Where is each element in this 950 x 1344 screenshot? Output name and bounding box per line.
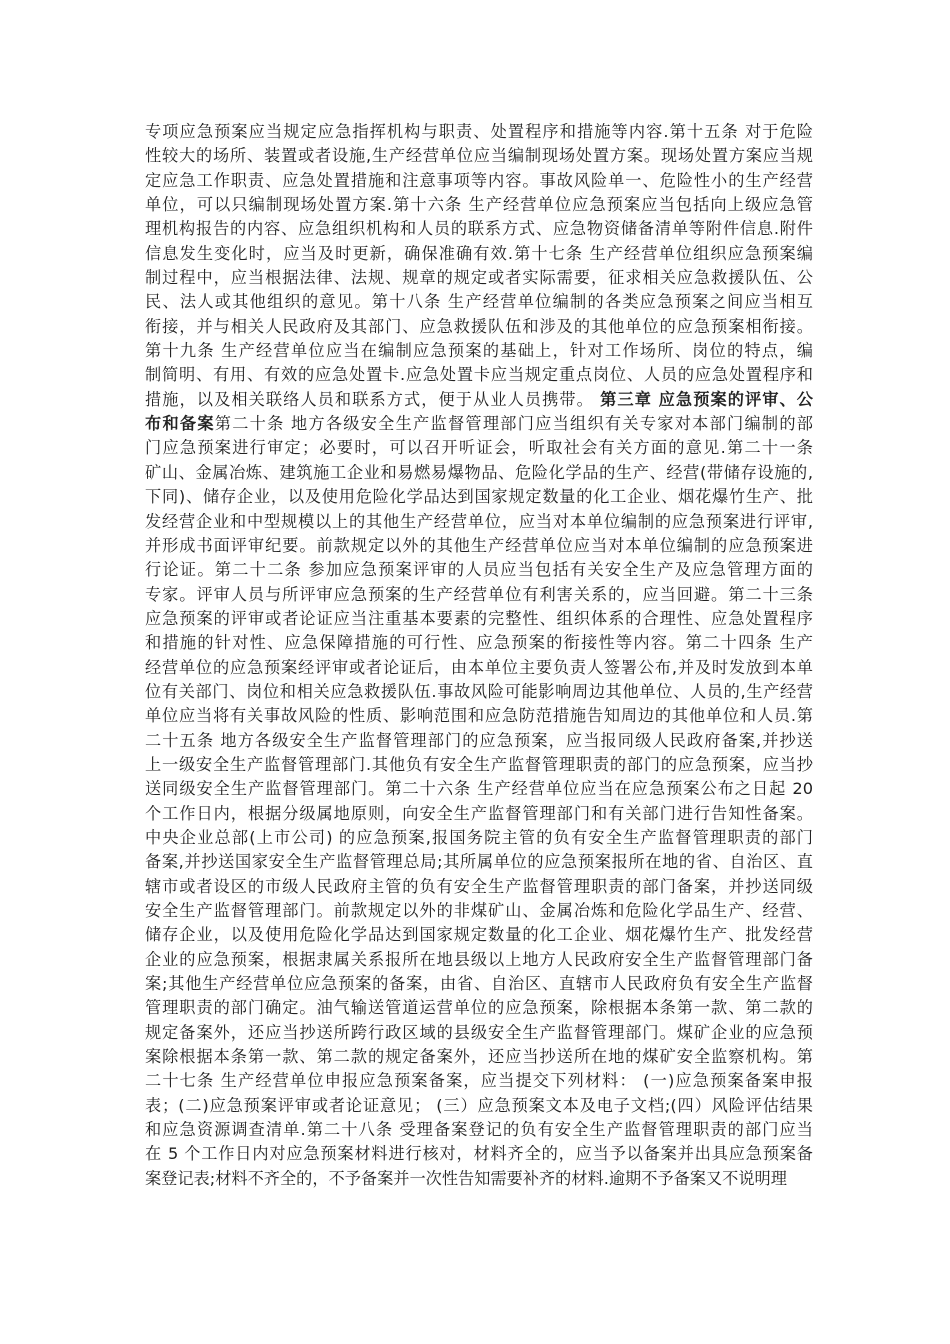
text-line <box>145 607 813 631</box>
text-segment: 二十七条 生产经营单位申报应急预案备案，应当提交下列材料： (一)应急预案备案申报 <box>145 1071 813 1091</box>
text-line <box>145 1069 813 1093</box>
text-segment: 表；(二)应急预案评审或者论证意见； (三）应急预案文本及电子文档;(四）风险评估结果 <box>145 1095 813 1115</box>
text-line <box>145 510 813 534</box>
text-line <box>145 948 813 972</box>
text-line <box>145 558 813 582</box>
text-line <box>145 217 813 241</box>
text-segment: 行论证。第二十二条 参加应急预案评审的人员应当包括有关安全生产及应急管理方面的 <box>145 560 813 580</box>
text-line <box>145 1094 813 1118</box>
text-line <box>145 315 813 339</box>
text-segment: 和应急资源调查清单.第二十八条 受理备案登记的负有安全生产监督管理职责的部门应当 <box>145 1120 813 1140</box>
text-line <box>145 412 813 436</box>
text-line <box>145 266 813 290</box>
text-segment: 案除根据本条第一款、第二款的规定备案外，还应当抄送所在地的煤矿安全监察机构。第 <box>145 1047 813 1067</box>
text-line <box>145 899 813 923</box>
text-segment: 在 5 个工作日内对应急预案材料进行核对，材料齐全的，应当予以备案并出具应急预案备 <box>145 1144 813 1164</box>
text-segment: 下同)、储存企业，以及使用危险化学品达到国家规定数量的化工企业、烟花爆竹生产、批 <box>145 487 813 507</box>
text-segment: 制简明、有用、有效的应急处置卡.应急处置卡应当规定重点岗位、人员的应急处置程序和 <box>145 365 813 385</box>
text-segment: 储存企业，以及使用危险化学品达到国家规定数量的化工企业、烟花爆竹生产、批发经营 <box>145 925 813 945</box>
text-segment: 辖市或者设区的市级人民政府主管的负有安全生产监督管理职责的部门备案，并抄送同级 <box>145 876 813 896</box>
text-line <box>145 242 813 266</box>
text-segment: 个工作日内，根据分级属地原则，向安全生产监督管理部门和有关部门进行告知性备案。 <box>145 803 813 823</box>
text-line <box>145 534 813 558</box>
text-line <box>145 826 813 850</box>
text-line <box>145 680 813 704</box>
chapter-heading: 第三章 应急预案的评审、公 <box>600 389 813 409</box>
text-line <box>145 875 813 899</box>
text-line <box>145 777 813 801</box>
text-segment: 民、法人或其他组织的意见。第十八条 生产经营单位编制的各类应急预案之间应当相互 <box>145 292 813 312</box>
text-segment: 管理职责的部门确定。油气输送管道运营单位的应急预案，除根据本条第一款、第二款的 <box>145 998 813 1018</box>
text-segment: 应急预案的评审或者论证应当注重基本要素的完整性、组织体系的合理性、应急处置程序 <box>145 608 813 628</box>
body-text <box>145 120 813 1191</box>
text-segment: 发经营企业和中型规模以上的其他生产经营单位，应当对本单位编制的应急预案进行评审, <box>145 511 813 531</box>
text-segment: 措施，以及相关联络人员和联系方式，便于从业人员携带。 <box>145 389 601 409</box>
text-segment: 企业的应急预案，根据隶属关系报所在地县级以上地方人民政府安全生产监督管理部门备 <box>145 949 813 969</box>
text-segment: 专项应急预案应当规定应急指挥机构与职责、处置程序和措施等内容.第十五条 对于危险 <box>145 122 813 141</box>
text-segment: 第二十条 地方各级安全生产监督管理部门应当组织有关专家对本部门编制的部 <box>214 414 813 434</box>
text-segment: 单位应当将有关事故风险的性质、影响范围和应急防范措施告知周边的其他单位和人员.第 <box>145 706 813 726</box>
text-line <box>145 583 813 607</box>
text-line <box>145 729 813 753</box>
text-line <box>145 753 813 777</box>
text-line <box>145 461 813 485</box>
text-line <box>145 631 813 655</box>
text-line <box>145 656 813 680</box>
text-line <box>145 1142 813 1166</box>
text-segment: 送同级安全生产监督管理部门。第二十六条 生产经营单位应当在应急预案公布之日起 20 <box>145 779 813 799</box>
text-line <box>145 363 813 387</box>
text-line <box>145 436 813 460</box>
chapter-heading: 布和备案 <box>145 414 215 434</box>
text-line <box>145 144 813 168</box>
text-line <box>145 1045 813 1069</box>
text-segment: 上一级安全生产监督管理部门.其他负有安全生产监督管理职责的部门的应急预案，应当抄 <box>145 754 813 774</box>
text-segment: 矿山、金属冶炼、建筑施工企业和易燃易爆物品、危险化学品的生产、经营(带储存设施的, <box>145 462 813 482</box>
text-line <box>145 996 813 1020</box>
text-line <box>145 802 813 826</box>
text-line <box>145 339 813 363</box>
text-line <box>145 850 813 874</box>
text-line <box>145 1118 813 1142</box>
text-line <box>145 169 813 193</box>
text-segment: 第十九条 生产经营单位应当在编制应急预案的基础上，针对工作场所、岗位的特点，编 <box>145 341 813 361</box>
text-segment: 定应急工作职责、应急处置措施和注意事项等内容。事故风险单一、危险性小的生产经营 <box>145 170 813 190</box>
text-segment: 性较大的场所、装置或者设施,生产经营单位应当编制现场处置方案。现场处置方案应当规 <box>145 146 813 166</box>
text-line <box>145 923 813 947</box>
text-segment: 信息发生变化时，应当及时更新，确保准确有效.第十七条 生产经营单位组织应急预案编 <box>145 243 813 263</box>
text-segment: 专家。评审人员与所评审应急预案的生产经营单位有利害关系的，应当回避。第二十三条 <box>145 584 813 604</box>
text-line <box>145 120 813 144</box>
text-segment: 门应急预案进行审定；必要时，可以召开听证会，听取社会有关方面的意见.第二十一条 <box>145 438 813 458</box>
text-line <box>145 388 813 412</box>
text-segment: 备案,并抄送国家安全生产监督管理总局;其所属单位的应急预案报所在地的省、自治区、直 <box>145 852 813 872</box>
text-segment: 理机构报告的内容、应急组织机构和人员的联系方式、应急物资储备清单等附件信息.附件 <box>145 219 813 239</box>
text-segment: 经营单位的应急预案经评审或者论证后，由本单位主要负责人签署公布,并及时发放到本单 <box>145 657 813 677</box>
text-line <box>145 704 813 728</box>
text-line <box>145 290 813 314</box>
text-line <box>145 972 813 996</box>
text-line <box>145 485 813 509</box>
text-segment: 案登记表;材料不齐全的，不予备案并一次性告知需要补齐的材料.逾期不予备案又不说明理 <box>145 1168 787 1188</box>
text-segment: 案;其他生产经营单位应急预案的备案，由省、自治区、直辖市人民政府负有安全生产监督 <box>145 974 813 994</box>
text-line <box>145 1167 813 1191</box>
text-segment: 规定备案外，还应当抄送所跨行政区域的县级安全生产监督管理部门。煤矿企业的应急预 <box>145 1022 813 1042</box>
text-segment: 并形成书面评审纪要。前款规定以外的其他生产经营单位应当对本单位编制的应急预案进 <box>145 535 813 555</box>
text-segment: 二十五条 地方各级安全生产监督管理部门的应急预案，应当报同级人民政府备案,并抄送 <box>145 730 813 750</box>
text-segment: 制过程中，应当根据法律、法规、规章的规定或者实际需要，征求相关应急救援队伍、公 <box>145 268 813 288</box>
text-segment: 位有关部门、岗位和相关应急救援队伍.事故风险可能影响周边其他单位、人员的,生产经营 <box>145 681 813 701</box>
text-line <box>145 1021 813 1045</box>
text-segment: 中央企业总部(上市公司) 的应急预案,报国务院主管的负有安全生产监督管理职责的部门 <box>145 827 813 847</box>
text-line <box>145 193 813 217</box>
text-segment: 和措施的针对性、应急保障措施的可行性、应急预案的衔接性等内容。第二十四条 生产 <box>145 633 813 653</box>
text-segment: 衔接，并与相关人民政府及其部门、应急救援队伍和涉及的其他单位的应急预案相衔接。 <box>145 316 813 336</box>
text-segment: 安全生产监督管理部门。前款规定以外的非煤矿山、金属冶炼和危险化学品生产、经营、 <box>145 901 813 920</box>
text-segment: 单位，可以只编制现场处置方案.第十六条 生产经营单位应急预案应当包括向上级应急管 <box>145 195 813 215</box>
